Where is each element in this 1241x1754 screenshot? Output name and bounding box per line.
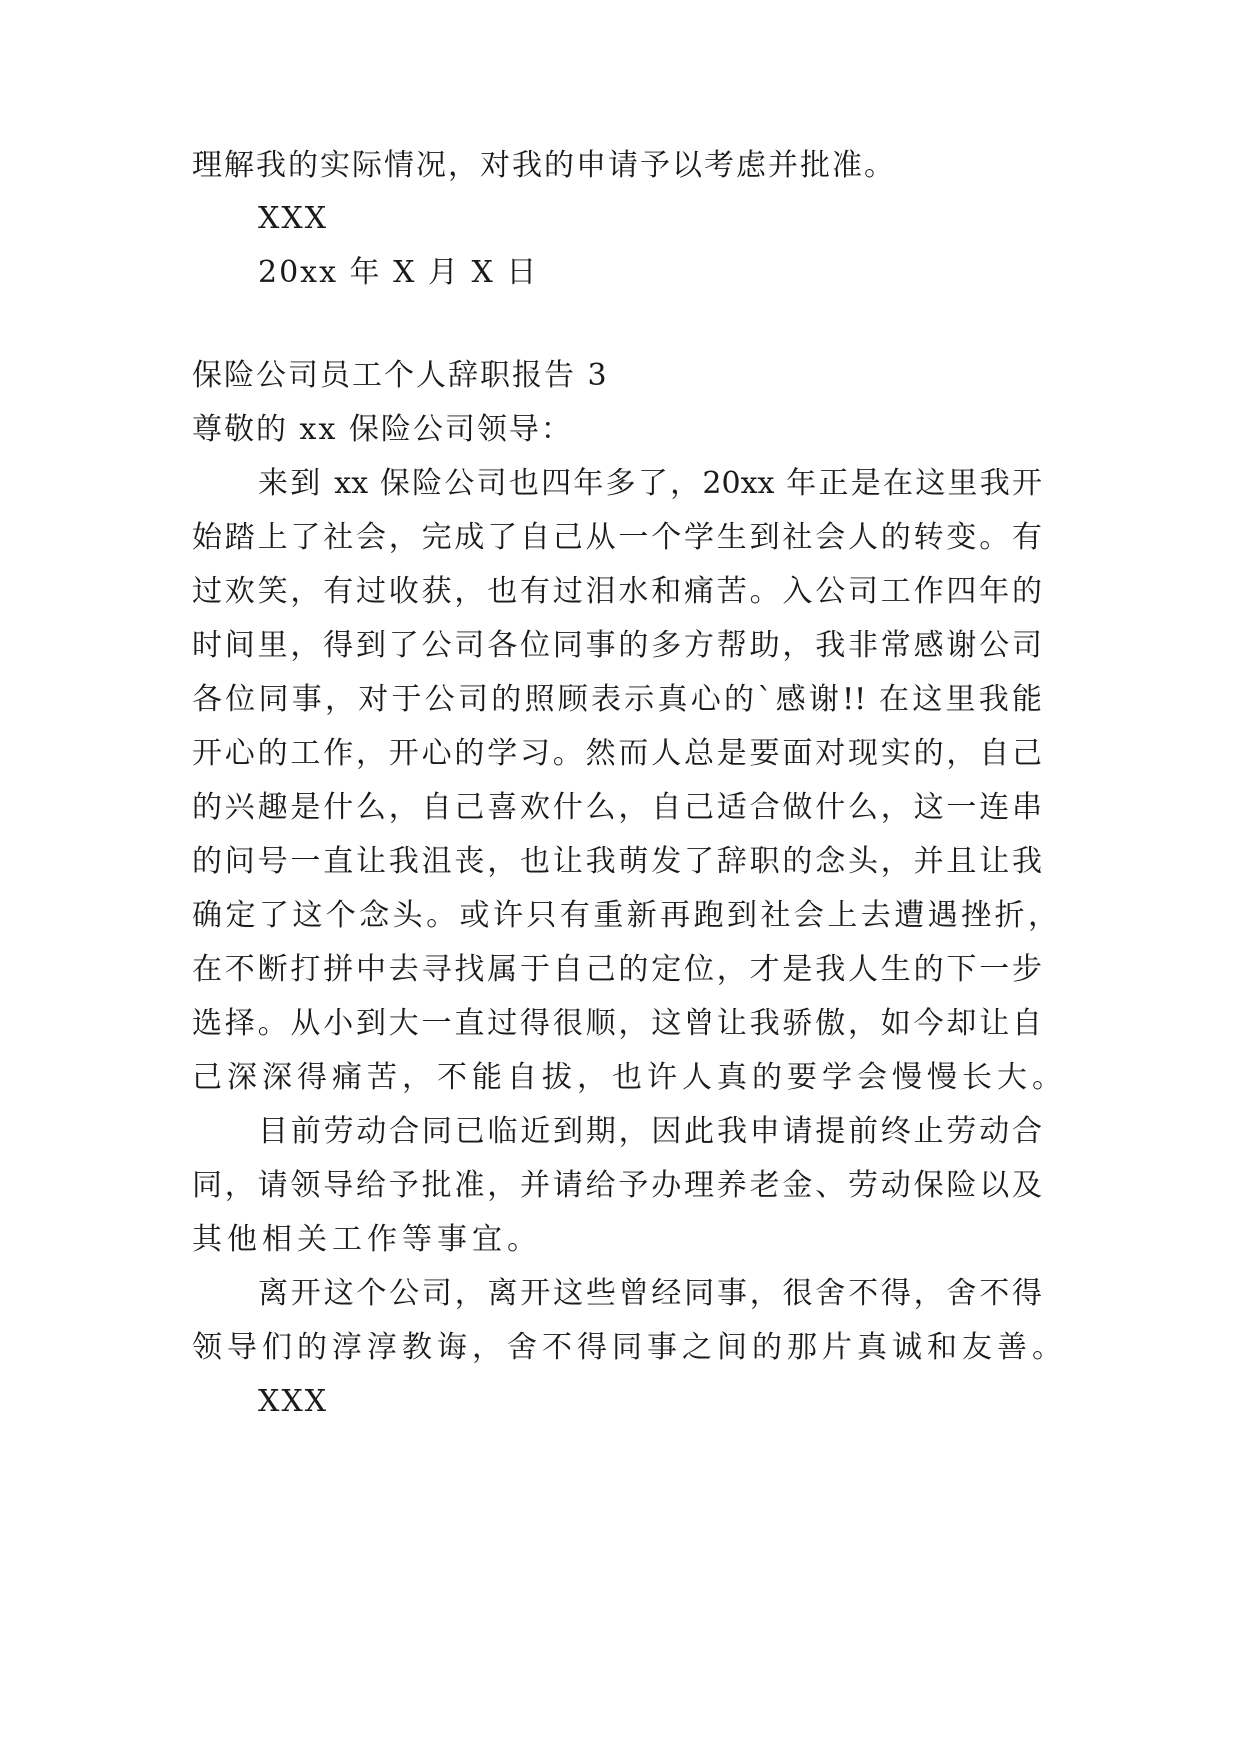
paragraph-line: 过欢笑，有过收获，也有过泪水和痛苦。入公司工作四年的 (192, 574, 1042, 609)
paragraph-line: 时间里，得到了公司各位同事的多方帮助，我非常感谢公司 (192, 628, 1042, 663)
paragraph-line: 领导们的淳淳教诲，舍不得同事之间的那片真诚和友善。 (192, 1330, 1067, 1365)
paragraph-line: 选择。从小到大一直过得很顺，这曾让我骄傲，如今却让自 (192, 1006, 1042, 1041)
paragraph-line: 的问号一直让我沮丧，也让我萌发了辞职的念头，并且让我 (192, 844, 1042, 879)
previous-letter-closing-line: 理解我的实际情况，对我的申请予以考虑并批准。 (192, 148, 896, 183)
paragraph-line: 目前劳动合同已临近到期，因此我申请提前终止劳动合 (258, 1114, 1042, 1149)
paragraph-line: 各位同事，对于公司的照顾表示真心的`感谢!! 在这里我能 (192, 682, 1042, 717)
letter-signature: XXX (258, 1384, 329, 1419)
paragraph-line: 在不断打拼中去寻找属于自己的定位，才是我人生的下一步 (192, 952, 1042, 987)
paragraph-line: 同，请领导给予批准，并请给予办理养老金、劳动保险以及 (192, 1168, 1042, 1203)
paragraph-line: 己深深得痛苦，不能自拔，也许人真的要学会慢慢长大。 (192, 1060, 1067, 1095)
paragraph-line: 始踏上了社会，完成了自己从一个学生到社会人的转变。有 (192, 520, 1042, 555)
previous-letter-signature: XXX (258, 201, 329, 236)
paragraph-line: 确定了这个念头。或许只有重新再跑到社会上去遭遇挫折， (192, 898, 1058, 933)
previous-letter-date: 20xx 年 X 月 X 日 (258, 255, 539, 290)
letter-salutation: 尊敬的 xx 保险公司领导： (192, 412, 573, 447)
paragraph-line: 其他相关工作等事宜。 (192, 1222, 542, 1257)
letter-title: 保险公司员工个人辞职报告 3 (192, 358, 609, 393)
paragraph-line: 离开这个公司，离开这些曾经同事，很舍不得，舍不得 (258, 1276, 1042, 1311)
paragraph-line: 来到 xx 保险公司也四年多了，20xx 年正是在这里我开 (258, 466, 1042, 501)
paragraph-line: 的兴趣是什么，自己喜欢什么，自己适合做什么，这一连串 (192, 790, 1042, 825)
paragraph-line: 开心的工作，开心的学习。然而人总是要面对现实的，自己 (192, 736, 1042, 771)
